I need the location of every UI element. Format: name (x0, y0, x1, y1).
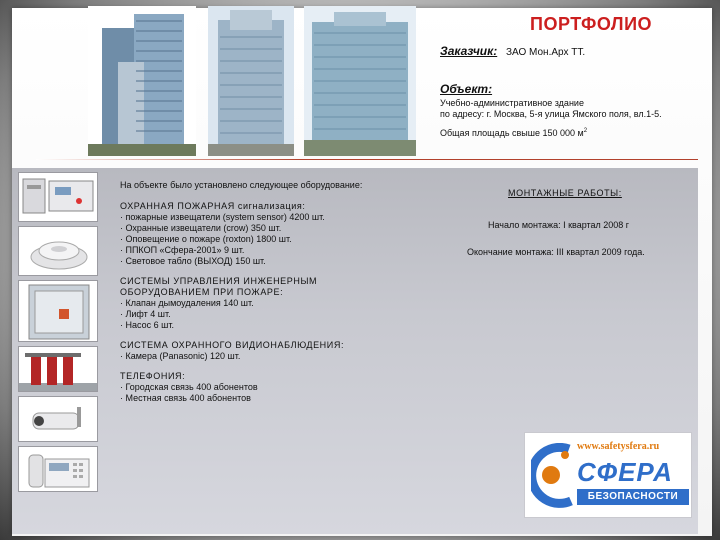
office-building-photo-1 (88, 6, 196, 156)
list-item: · Местная связь 400 абонентов (120, 393, 251, 403)
control-panel-photo (18, 172, 98, 222)
logo-subtitle: БЕЗОПАСНОСТИ (577, 489, 689, 505)
logo-url: www.safetysfera.ru (577, 441, 660, 452)
divider (36, 159, 698, 160)
list-item: · пожарные извещатели (system sensor) 4200 шт. (120, 212, 325, 222)
block-heading: ОХРАННАЯ ПОЖАРНАЯ сигнализация: (120, 201, 306, 211)
page-title: ПОРТФОЛИО (530, 14, 653, 34)
area-text: Общая площадь свыше 150 000 м (440, 128, 584, 138)
video-surveillance-block (120, 340, 440, 362)
object-description (440, 98, 700, 120)
customer-label: Заказчик: (440, 44, 498, 58)
pump-station-photo (18, 346, 98, 392)
telephony-block (120, 371, 440, 404)
list-item: · Клапан дымоудаления 140 шт. (120, 298, 254, 308)
block-heading: СИСТЕМЫ УПРАВЛЕНИЯ ИНЖЕНЕРНЫМ (120, 276, 318, 286)
total-area (440, 128, 587, 138)
list-item: · Городская связь 400 абонентов (120, 382, 258, 392)
object-label: Объект: (440, 82, 493, 96)
block-heading: СИСТЕМА ОХРАННОГО ВИДИОНАБЛЮДЕНИЯ: (120, 340, 345, 350)
office-building-photo-2 (208, 6, 294, 156)
office-building-photo-3 (304, 6, 416, 156)
fire-alarm-block (120, 201, 440, 267)
customer-line (440, 44, 585, 58)
sphere-logo-icon (531, 443, 577, 509)
ip-telephone-photo (18, 446, 98, 492)
list-item: · Охранные извещатели (crow) 350 шт. (120, 223, 282, 233)
list-item: · Лифт 4 шт. (120, 309, 171, 319)
list-item: · Световое табло (ВЫХОД) 150 шт. (120, 256, 266, 266)
list-item: · Камера (Panasonic) 120 шт. (120, 351, 241, 361)
electrical-cabinet-photo (18, 280, 98, 342)
works-title: МОНТАЖНЫЕ РАБОТЫ: (508, 188, 622, 198)
customer-value: ЗАО Мон.Арх ТТ. (506, 47, 586, 58)
works-start: Начало монтажа: I квартал 2008 г (488, 220, 630, 230)
block-heading: ОБОРУДОВАНИЕМ ПРИ ПОЖАРЕ: (120, 287, 284, 297)
smoke-detector-photo (18, 226, 98, 276)
engineering-control-block (120, 276, 440, 331)
works-end: Окончание монтажа: III квартал 2009 года. (467, 247, 645, 257)
list-item: · ППКОП «Сфера-2001» 9 шт. (120, 245, 245, 255)
area-sup: 2 (583, 128, 588, 134)
logo-brand: СФЕРА (577, 457, 673, 487)
list-item: · Оповещение о пожаре (roxton) 1800 шт. (120, 234, 292, 244)
list-item: · Насос 6 шт. (120, 320, 174, 330)
equipment-intro: На объекте было установлено следующее оборудование: (120, 180, 363, 190)
security-camera-photo (18, 396, 98, 442)
object-line: Учебно-административное здание (440, 98, 584, 108)
equipment-list (120, 180, 440, 413)
object-line: по адресу: г. Москва, 5-я улица Ямского поля, вл.1-5. (440, 109, 662, 119)
company-logo (524, 432, 692, 518)
block-heading: ТЕЛЕФОНИЯ: (120, 371, 186, 381)
